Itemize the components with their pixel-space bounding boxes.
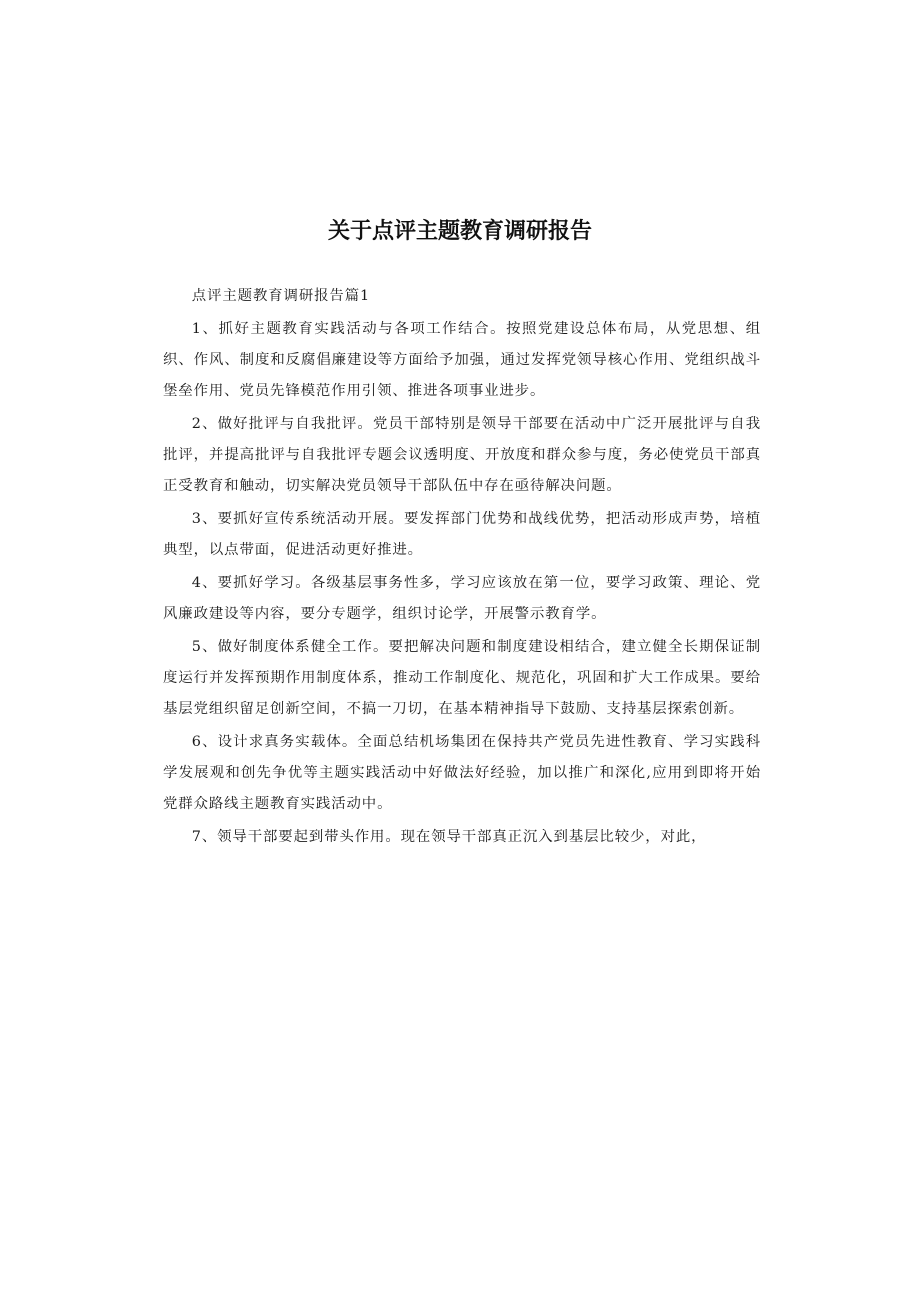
paragraph-2: 2、做好批评与自我批评。党员干部特别是领导干部要在活动中广泛开展批评与自我批评，并提高批评与自我批评专题会议透明度、开放度和群众参与度，务必使党员干部真正受教育和触动，切实解决党员领导干部队伍中存在亟待解决问题。: [163, 416, 761, 494]
paragraph-1: 1、抓好主题教育实践活动与各项工作结合。按照党建设总体布局，从党思想、组织、作风、制度和反腐倡廉建设等方面给予加强，通过发挥党领导核心作用、党组织战斗堡垒作用、党员先锋模范作用引领、推进各项事业进步。: [163, 321, 761, 399]
document-body: [163, 281, 761, 855]
paragraph-5: 5、做好制度体系健全工作。要把解决问题和制度建设相结合，建立健全长期保证制度运行并发挥预期作用制度体系，推动工作制度化、规范化，巩固和扩大工作成果。要给基层党组织留足创新空间，不搞一刀切，在基本精神指导下鼓励、支持基层探索创新。: [163, 639, 761, 717]
paragraph-6: 6、设计求真务实载体。全面总结机场集团在保持共产党员先进性教育、学习实践科学发展观和创先争优等主题实践活动中好做法好经验，加以推广和深化,应用到即将开始党群众路线主题教育实践活动中。: [163, 734, 761, 812]
paragraph-3: 3、要抓好宣传系统活动开展。要发挥部门优势和战线优势，把活动形成声势，培植典型，以点带面，促进活动更好推进。: [163, 511, 761, 558]
document-title: 关于点评主题教育调研报告: [327, 219, 592, 244]
paragraph-4: 4、要抓好学习。各级基层事务性多，学习应该放在第一位，要学习政策、理论、党风廉政建设等内容，要分专题学，组织讨论学，开展警示教育学。: [163, 575, 761, 622]
section-subheading: 点评主题教育调研报告篇1: [191, 288, 371, 304]
paragraph-7: 7、领导干部要起到带头作用。现在领导干部真正沉入到基层比较少，对此，: [191, 829, 707, 845]
